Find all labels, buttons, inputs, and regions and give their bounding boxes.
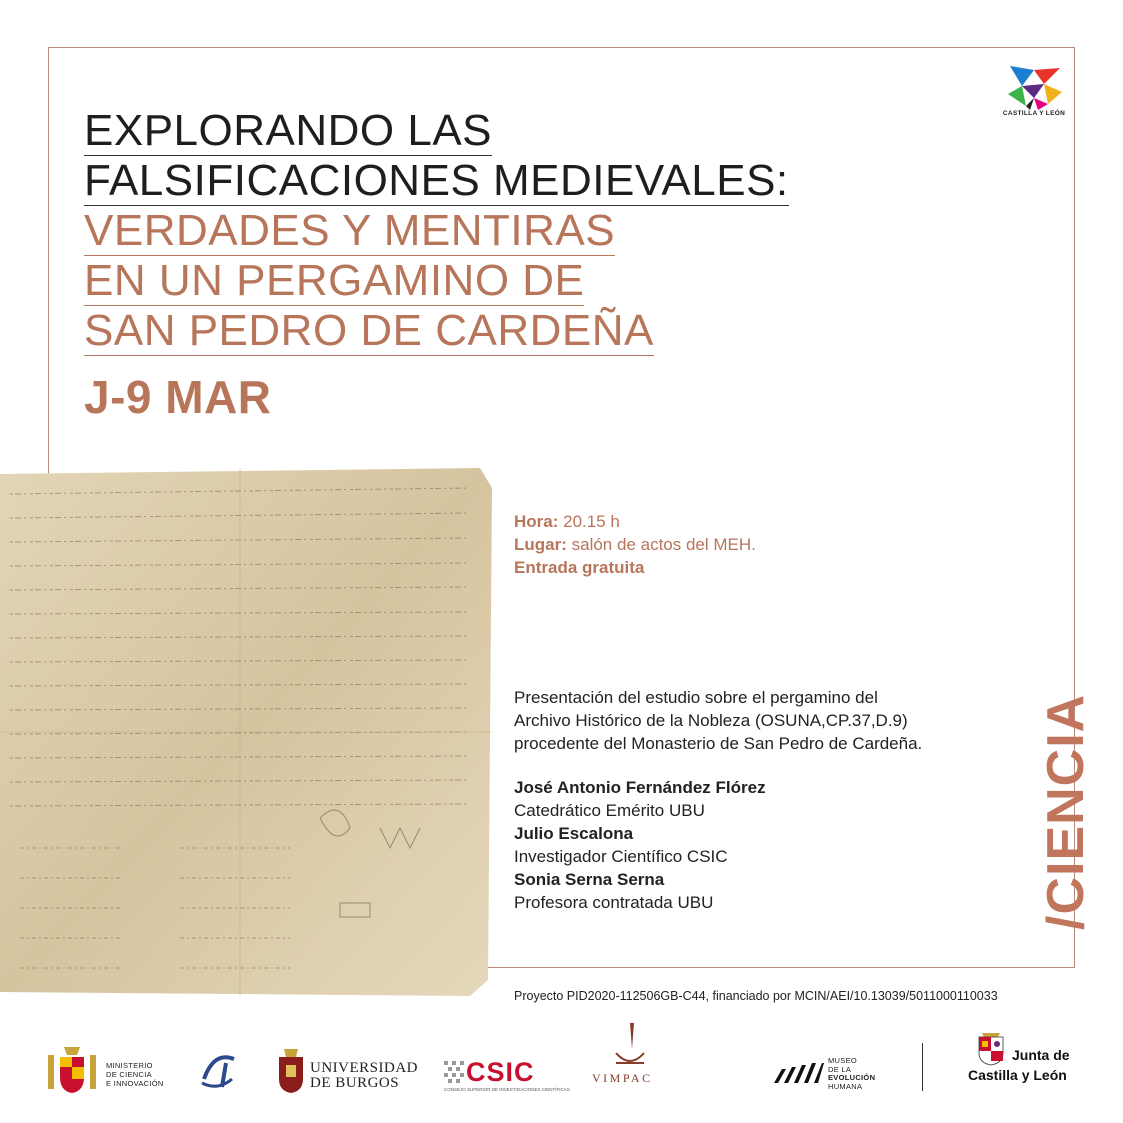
meh-text xyxy=(828,1057,875,1091)
lugar-value: salón de actos del MEH. xyxy=(571,535,756,554)
ministerio-line: DE CIENCIA xyxy=(106,1070,152,1079)
title-line-2: FALSIFICACIONES MEDIEVALES: xyxy=(84,156,789,205)
ministerio-text xyxy=(106,1061,164,1088)
parchment-image xyxy=(0,468,492,996)
project-funding-note: Proyecto PID2020-112506GB-C44, financiado por MCIN/AEI/10.13039/5011000110033 xyxy=(514,989,998,1003)
speaker-role: Investigador Científico CSIC xyxy=(514,847,728,866)
vimpac-microscope-icon xyxy=(610,1019,650,1069)
ministerio-line: E INNOVACIÓN xyxy=(106,1079,164,1088)
ubu-text xyxy=(310,1061,418,1091)
event-description xyxy=(514,686,1054,755)
event-info xyxy=(514,510,756,579)
event-title xyxy=(84,108,789,358)
speaker-role: Profesora contratada UBU xyxy=(514,893,714,912)
description-line: Presentación del estudio sobre el pergamino del xyxy=(514,688,878,707)
meh-line: DE LA xyxy=(828,1064,852,1074)
title-line-1: EXPLORANDO LAS xyxy=(84,106,493,155)
csic-subtext: CONSEJO SUPERIOR DE INVESTIGACIONES CIENTÍFICAS xyxy=(444,1087,570,1092)
meh-line: HUMANA xyxy=(828,1081,863,1091)
sponsor-logos xyxy=(0,1015,1123,1105)
junta-line-2: Castilla y León xyxy=(968,1067,1067,1083)
hora-label: Hora: xyxy=(514,512,559,531)
csic-grid-icon xyxy=(444,1061,464,1083)
title-line-4: EN UN PERGAMINO DE xyxy=(84,256,585,305)
speaker-name: Julio Escalona xyxy=(514,824,634,843)
description-line: Archivo Histórico de la Nobleza (OSUNA,CP.37,D.9) xyxy=(514,711,908,730)
ubu-line: DE BURGOS xyxy=(310,1075,400,1091)
junta-line-1: Junta de xyxy=(1012,1047,1070,1063)
logo-divider xyxy=(922,1043,923,1091)
title-line-5: SAN PEDRO DE CARDEÑA xyxy=(84,306,654,355)
hora-value: 20.15 h xyxy=(563,512,620,531)
lugar-label: Lugar: xyxy=(514,535,567,554)
speaker-name: José Antonio Fernández Flórez xyxy=(514,778,766,797)
ubu-line: UNIVERSIDAD xyxy=(310,1060,418,1076)
event-date: J-9 MAR xyxy=(84,371,272,423)
aei-logo-icon xyxy=(196,1049,240,1093)
ministerio-line: MINISTERIO xyxy=(106,1061,153,1070)
entrada-gratuita: Entrada gratuita xyxy=(514,558,645,577)
vimpac-text: VIMPAC xyxy=(592,1071,653,1085)
speakers-list xyxy=(514,776,766,914)
meh-logo-icon xyxy=(774,1063,824,1083)
ubu-shield-icon xyxy=(276,1045,306,1095)
category-label: /CIENCIA xyxy=(1037,693,1095,930)
junta-coat-of-arms-icon xyxy=(976,1029,1006,1067)
speaker-name: Sonia Serna Serna xyxy=(514,870,665,889)
csic-text: CSIC xyxy=(466,1057,535,1087)
description-line: procedente del Monasterio de San Pedro de Cardeña. xyxy=(514,734,923,753)
title-line-3: VERDADES Y MENTIRAS xyxy=(84,206,616,255)
meh-line: EVOLUCIÓN xyxy=(828,1073,876,1082)
speaker-role: Catedrático Emérito UBU xyxy=(514,801,705,820)
meh-line: MUSEO xyxy=(828,1056,858,1065)
castilla-y-leon-logo-text: CASTILLA Y LEÓN xyxy=(1002,110,1066,117)
spain-coat-of-arms-icon xyxy=(44,1043,100,1099)
